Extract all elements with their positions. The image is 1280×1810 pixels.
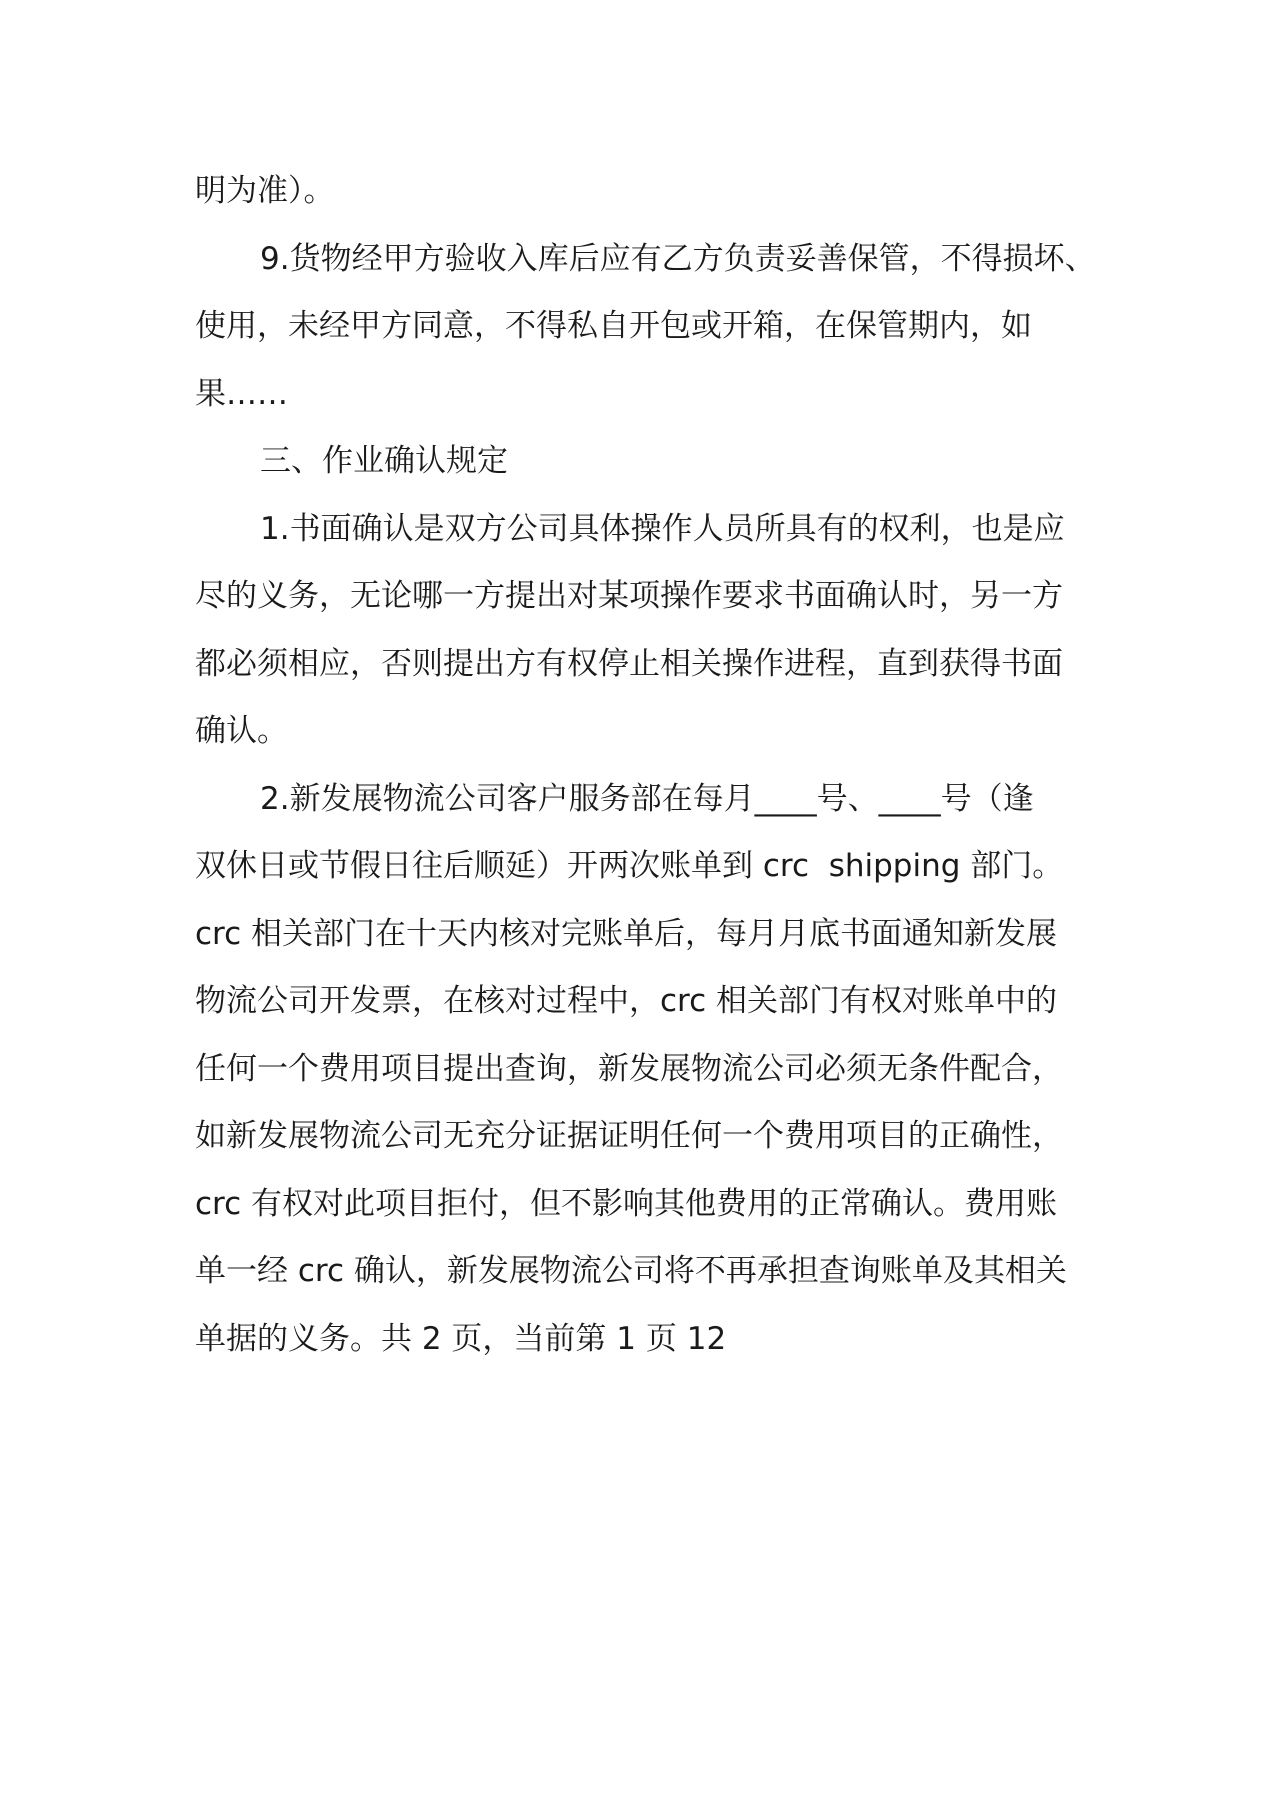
text-line-17: 单一经 crc 确认，新发展物流公司将不再承担查询账单及其相关 xyxy=(195,1253,1067,1289)
text-line-3: 使用，未经甲方同意，不得私自开包或开箱，在保管期内，如 xyxy=(195,308,1032,344)
text-line-15: 如新发展物流公司无充分证据证明任何一个费用项目的正确性， xyxy=(195,1118,1063,1154)
text-line-8: 都必须相应，否则提出方有权停止相关操作进程，直到获得书面 xyxy=(195,645,1063,682)
text-line-2: 9.货物经甲方验收入库后应有乙方负责妥善保管，不得损坏、 xyxy=(260,240,1096,277)
text-line-6: 1.书面确认是双方公司具体操作人员所具有的权利，也是应 xyxy=(260,510,1065,547)
text-line-14: 任何一个费用项目提出查询，新发展物流公司必须无条件配合， xyxy=(195,1050,1063,1087)
text-line-9: 确认。 xyxy=(195,713,288,749)
text-line-10: 2.新发展物流公司客户服务部在每月____号、____号（逢 xyxy=(260,780,1034,817)
page-footer-line: 单据的义务。共 2 页，当前第 1 页 12 xyxy=(195,1320,727,1357)
text-line-11: 双休日或节假日往后顺延）开两次账单到 crc shipping 部门。 xyxy=(195,848,1064,884)
document-body xyxy=(195,158,1095,1373)
text-line-4: 果…… xyxy=(195,375,288,412)
text-line-7: 尽的义务，无论哪一方提出对某项操作要求书面确认时，另一方 xyxy=(195,578,1063,614)
text-line-13: 物流公司开发票，在核对过程中，crc 相关部门有权对账单中的 xyxy=(195,983,1058,1019)
section-heading: 三、作业确认规定 xyxy=(260,443,508,479)
text-line-16: crc 有权对此项目拒付，但不影响其他费用的正常确认。费用账 xyxy=(195,1185,1058,1222)
text-line-1: 明为准）。 xyxy=(195,173,335,209)
text-line-12: crc 相关部门在十天内核对完账单后，每月月底书面通知新发展 xyxy=(195,915,1058,952)
